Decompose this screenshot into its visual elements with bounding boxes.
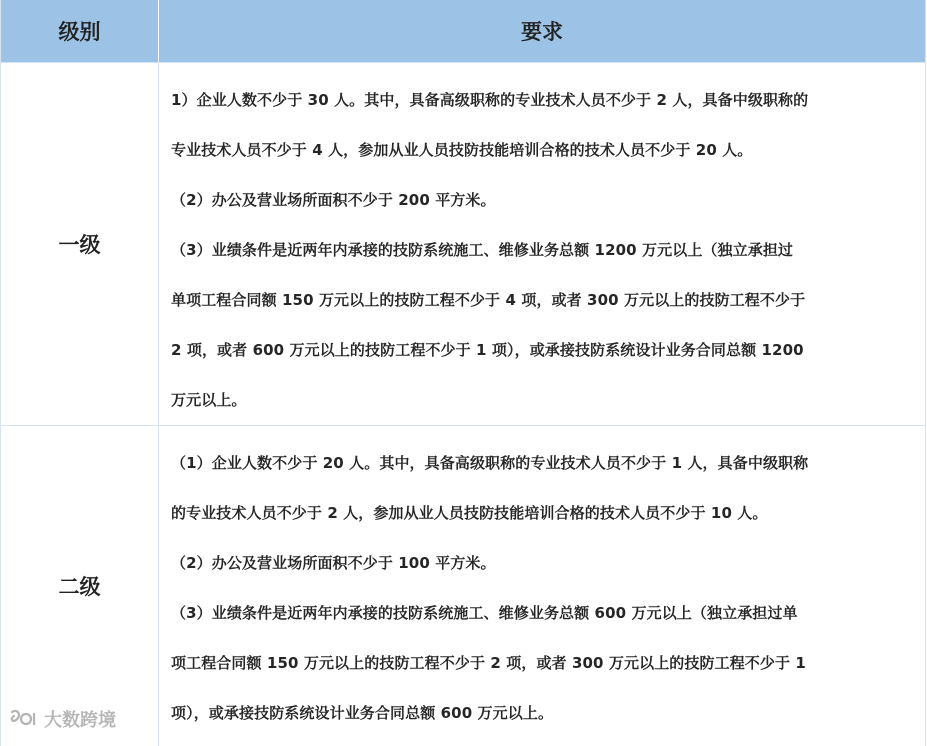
table-header <box>1 0 925 62</box>
header-level: 级别 <box>1 0 159 62</box>
watermark-text: 大数跨境 <box>44 710 116 731</box>
requirement-line: 专业技术人员不少于 4 人，参加从业人员技防技能培训合格的技术人员不少于 20 人。 <box>171 141 753 159</box>
requirement-cell <box>159 426 925 746</box>
logo-icon <box>8 708 40 730</box>
requirement-line: 单项工程合同额 150 万元以上的技防工程不少于 4 项，或者 300 万元以上的技防工程不少于 <box>171 291 806 309</box>
table-row <box>1 425 925 746</box>
requirement-line: （1）企业人数不少于 20 人。其中，具备高级职称的专业技术人员不少于 1 人，具备中级职称 <box>171 454 809 472</box>
table-row <box>1 62 925 425</box>
requirement-line: 1）企业人数不少于 30 人。其中，具备高级职称的专业技术人员不少于 2 人，具备中级职称的 <box>171 91 809 109</box>
level-cell: 一级 <box>1 63 159 425</box>
requirement-line: 项工程合同额 150 万元以上的技防工程不少于 2 项，或者 300 万元以上的技防工程不少于 1 <box>171 654 806 672</box>
requirement-line: （2）办公及营业场所面积不少于 200 平方米。 <box>171 191 496 209</box>
level-cell: 二级 <box>1 426 159 746</box>
requirement-line: 的专业技术人员不少于 2 人，参加从业人员技防技能培训合格的技术人员不少于 10 人。 <box>171 504 768 522</box>
requirement-line: （2）办公及营业场所面积不少于 100 平方米。 <box>171 554 496 572</box>
requirement-line: 项），或承接技防系统设计业务合同总额 600 万元以上。 <box>171 704 554 722</box>
requirement-line: 万元以上。 <box>171 391 247 409</box>
requirement-line: （3）业绩条件是近两年内承接的技防系统施工、维修业务总额 600 万元以上（独立承担过单 <box>171 604 798 622</box>
header-requirement: 要求 <box>521 20 563 44</box>
requirement-line: （3）业绩条件是近两年内承接的技防系统施工、维修业务总额 1200 万元以上（独立承担过 <box>171 241 794 259</box>
requirement-line: 2 项，或者 600 万元以上的技防工程不少于 1 项），或承接技防系统设计业务合同总额 1200 <box>171 341 804 359</box>
requirement-cell <box>159 63 925 425</box>
watermark <box>8 706 116 732</box>
